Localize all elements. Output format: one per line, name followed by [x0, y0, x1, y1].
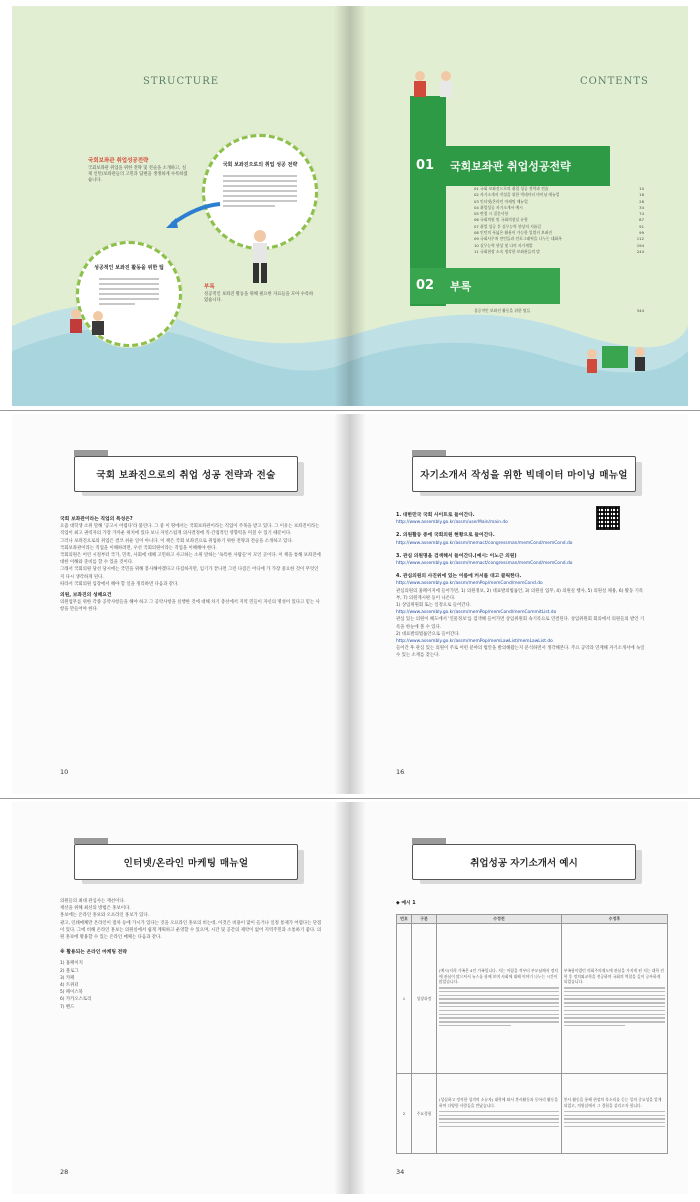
spread-strategy-bigdata — [12, 414, 688, 794]
people-figure-icon — [582, 336, 652, 381]
structure-header: STRUCTURE — [142, 76, 220, 87]
paragraph: 관심의원의 홈페이지에 들어가면, 1) 의원정보, 2) 대표발의법률안, 3) 의원실 업무, 4) 의원실 행사, 5) 의원실 채용, 6) 활동 기록부, 7) 의원게시판 등이 나온다. — [396, 588, 644, 601]
paragraph: 요즘 대학생 소위 말해 '공고시 어렵다'라 불린다. 그 중 이 땅에서는 국회보좌관이라는 직업이 주목을 받고 있다. 그 이유는 보좌진이라는 직업이 최고 권력자의 가장 가까운 위치에 있다 보니 자연스럽게 의사결정에 직·간접적인 영향력을 미칠 수 있기 때문이다. — [60, 524, 320, 537]
paragraph: 들어간 후 관심 있는 의원이 주로 어떤 분야의 법안을 발의해왔는지 분석하면서 생각해본다. 주요 공약과 연계해 자기소개서에 녹일 수 있는 소재를 찾는다. — [396, 646, 645, 659]
arrow-icon — [162, 196, 222, 236]
toc-item[interactable]: 09 국회사무처 인턴들과 인포그래픽을 나누는 대화록 112 — [474, 236, 644, 242]
step-heading: 1. 대한민국 국회 사이트로 들어간다. — [396, 513, 475, 518]
table-header: 수정전 — [437, 915, 562, 924]
people-figure-icon — [64, 306, 114, 346]
subheading: 의원, 보좌진의 성패요건 — [60, 593, 112, 599]
list-item: 4) 트위터 — [60, 983, 79, 989]
list-item: 6) 카카오스토리 — [60, 997, 92, 1003]
page-16 — [350, 414, 688, 794]
page-34 — [350, 802, 688, 1194]
spread-structure-contents — [12, 6, 688, 406]
page-number: 16 — [396, 768, 405, 776]
paragraph: 그러나 보좌진으로의 취업은 결코 쉬운 일이 아니다. 이 책은 국회 보좌진으로 취업하기 위한 전략과 전술을 소개하고 있다. — [60, 538, 293, 544]
page-number: 10 — [60, 768, 69, 776]
after-text: 부족함이었던 의회주의제도에 관심을 가지게 된 저는 대학 진학 후 정치외교학을 전공하며 국회의 역할을 깊이 공부하게 되었습니다. — [563, 968, 664, 985]
text-placeholder — [223, 175, 297, 210]
row-number: 2 — [397, 1074, 412, 1154]
sub-step: 1) 상임위원회 또는 일정으로 들어간다. — [396, 603, 472, 609]
people-figure-icon — [406, 66, 466, 106]
page-title: 국회 보좌진으로의 취업 성공 전략과 전술 — [74, 456, 298, 492]
step-heading: 2. 의원활동 중에 국회의원 현황으로 들어간다. — [396, 533, 495, 539]
paragraph: 그래서 국회의원 당선 당시에는 국민을 위해 봉사해야겠다고 다짐하지만, 임기가 끝나면 그런 다짐은 어디에 가 가장 중요한 것이 무엇인지 다시 생각하게 된다. — [60, 567, 319, 580]
table-header: 번호 — [397, 915, 412, 924]
before-text: (성실하고 정직한 성격의 소유자) 대학에 와서 봉사활동과 동아리 활동을 하며 다양한 사람들을 만났습니다. — [439, 1097, 558, 1108]
paragraph: 의원업무를 위한 각종 공약사항들을 해야 하고 그 공약사항을 실행한 것에 대해 차기 총선에서 지역 민들이 자신의 명성이 있다고 믿는 사항을 만들어야 한다. — [60, 600, 320, 613]
step-link[interactable]: http://www.assembly.go.kr/assm/memPop/memLawList/memLawList.do — [396, 639, 553, 645]
toc-item[interactable]: 03 인터넷/온라인 마케팅 매뉴얼 28 — [474, 198, 644, 204]
toc-item[interactable]: 02 자기소개서 작성을 위한 빅데이터 마이닝 매뉴얼 16 — [474, 192, 644, 198]
toc-appendix — [474, 308, 644, 314]
list-item: 7) 밴드 — [60, 1004, 75, 1010]
page-28 — [12, 802, 350, 1194]
list-item: 1) 홈페이지 — [60, 961, 83, 967]
toc-item[interactable]: 07 취업 성공 후 실무능력 향상의 지름길 91 — [474, 223, 644, 229]
step-link[interactable]: http://www.assembly.go.kr/assm/memact/congressman/memCond/memCond.do — [396, 561, 573, 567]
after-cell — [561, 1074, 667, 1154]
body-text — [60, 516, 322, 614]
toc-item[interactable]: 08 인턴의 폭넓은 활용이 가능한 입법지 보좌진 99 — [474, 230, 644, 236]
step-link[interactable]: http://www.assembly.go.kr/assm/memPop/memCond/memCommitList.do — [396, 610, 557, 616]
circle-bottom-title: 성공적인 보좌진 활동을 위한 팁 — [94, 265, 164, 271]
toc-item[interactable]: 04 취업성공 자기소개서 예시 34 — [474, 204, 644, 210]
step-heading: 3. 관심 의원명을 검색해서 들어간다.(예시: 이노근 의원) — [396, 553, 517, 559]
divider — [0, 798, 700, 799]
text-placeholder — [99, 278, 159, 308]
table-row — [397, 1074, 668, 1154]
sub-step: 2) 대표발의법률안으로 들어간다. — [396, 631, 460, 637]
page-title: 인터넷/온라인 마케팅 매뉴얼 — [74, 844, 298, 880]
body-text — [60, 898, 322, 1011]
section2-number: 02 — [416, 278, 435, 293]
text-placeholder — [564, 1111, 665, 1128]
paragraph: 국회의원은 어린 시절부터 국가, 민족, 사회에 대해 고민하고 사고하는 소위 말하는 '독특한 사람들'이 모인 곳이다. 이 책을 통해 보좌진에 대한 이해와 준비를 할 수 있을 것이다. — [60, 553, 321, 566]
step-link[interactable]: http://www.assembly.go.kr/assm/userMain/main.do — [396, 520, 508, 526]
before-cell — [437, 924, 562, 1074]
list-heading: ※ 활용되는 온라인 마케팅 전략 — [60, 950, 127, 956]
toc-item[interactable]: 05 면접 시 질문사항 74 — [474, 211, 644, 217]
spread-marketing-resume — [12, 802, 688, 1194]
list-item: 3) 카페 — [60, 975, 75, 981]
paragraph: 따라서 국회의원 입장에서 해야 할 일을 정리하면 다음과 같다. — [60, 581, 179, 587]
toc-item[interactable]: 01 국회 보좌진으로의 취업 성공 전략과 전술 10 — [474, 186, 644, 191]
table-header: 수정후 — [561, 915, 667, 924]
paragraph: 국회보좌관이라는 직업을 이해하려면, 우선 국회의원이라는 직업을 이해해야 한다. — [60, 545, 217, 551]
step-heading: 4. 관심의원의 사진위에 있는 이름에 커서를 대고 클릭한다. — [396, 574, 522, 580]
page-title: 자기소개서 작성을 위한 빅데이터 마이닝 매뉴얼 — [412, 456, 636, 492]
after-text: 봉사 활동을 통해 현장의 목소리를 듣는 일의 중요성을 알게 되었고, 의원실에서 그 경험을 살리고자 합니다. — [563, 1097, 662, 1108]
section1-title: 국회보좌관 취업성공전략 — [450, 160, 571, 173]
section2-title: 부록 — [450, 280, 472, 293]
contents-header: CONTENTS — [580, 76, 649, 87]
resume-table — [396, 914, 668, 1154]
before-text: (예시)저희 가족은 4인 가족입니다. 저는 어렸을 적부터 부모님께서 정치에 관심이 많으셔서 뉴스를 함께 보며 사회에 대해 이야기 나누는 시간이 많았습니다. — [439, 968, 558, 985]
text-placeholder — [564, 987, 665, 1026]
callout-red-label: 국회보좌관 취업성공전략 — [88, 158, 149, 164]
page-number: 28 — [60, 1168, 69, 1176]
text-placeholder — [439, 987, 559, 1026]
row-number: 1 — [397, 924, 412, 1074]
paragraph: 관심 있는 의원이 해도에서 '인물정보'를 검색해 들어가면 상임위원회 속기록으로 연결된다. 상임위원회 회의에서 의원들의 발언 기록을 한눈에 볼 수 있다. — [396, 617, 645, 630]
callout-text: 국회보좌관 취업을 위한 전략 및 전술을 소개하고, 실제 인턴/보좌관들의 고민과 답변을 생생하게 수록하였습니다. — [88, 166, 188, 183]
divider — [0, 410, 700, 411]
row-category: 성장과정 — [412, 924, 437, 1074]
page-number: 34 — [396, 1168, 405, 1176]
after-cell — [561, 924, 667, 1074]
section1-number: 01 — [416, 158, 435, 173]
table-row — [397, 924, 668, 1074]
page-10 — [12, 414, 350, 794]
list-item: 2) 블로그 — [60, 968, 79, 974]
step-link[interactable]: http://www.assembly.go.kr/assm/memact/congressman/memCond/memCond.do — [396, 540, 573, 546]
page-structure — [12, 6, 350, 406]
intro-line: 홍보에는 온라인 홍보와 오프라인 홍보가 있다. — [60, 913, 149, 919]
text-placeholder — [439, 1111, 559, 1128]
person-figure-icon — [240, 228, 280, 288]
list-item: 5) 페이스북 — [60, 990, 83, 996]
intro-line: 의원들의 최대 관심사는 재선이다. — [60, 899, 125, 904]
example-label: ◆ 예시 1 — [396, 901, 416, 906]
intro-line: 재선을 위해 최선의 방법은 홍보이다. — [60, 906, 131, 912]
circle-top-title: 국회 보좌진으로의 취업 성공 전략 — [222, 162, 298, 168]
table-header: 구분 — [412, 915, 437, 924]
page-contents — [350, 6, 688, 406]
before-cell — [437, 1074, 562, 1154]
toc-list — [474, 186, 644, 255]
section-heading: 국회 보좌관이라는 직업의 특성은? — [60, 517, 133, 522]
page-title: 취업성공 자기소개서 예시 — [412, 844, 636, 880]
body-text — [396, 512, 646, 660]
toc-item[interactable]: 10 실무능력 향상 및 나의 자기계발 194 — [474, 242, 644, 248]
toc-item[interactable]: 성공적인 보좌진 활동을 위한 팁들 344 — [474, 308, 644, 313]
row-category: 주요경험 — [412, 1074, 437, 1154]
appendix-red-label: 부록 — [204, 284, 215, 290]
toc-item[interactable]: 11 국회현장 소속 생각한 보좌관들의 말 244 — [474, 248, 644, 254]
toc-item[interactable]: 06 국회의원 및 국회의장실 유형 87 — [474, 217, 644, 223]
appendix-text: 성공적인 보좌진 활동을 위해 필요한 자료들을 모아 수록하였습니다. — [204, 292, 314, 303]
paragraph: 광고, 인쇄매체만 온라인이 점차 등에 가시가 있다는 것을 오프라인 홍보의 비는데, 이것은 비용이 많이 들거나 일정 통제가 어렵다는 단점이 있다. 그에 비해 온라인 홍보는 의원실에서 쉽게 계획하고 운영할 수 있으며, 시간 및 공간의 제약이 없어 지역주민과 소통하기 좋다. 의원 홍보에 활용할 수 있는 온라인 매체는 다음과 같다. — [60, 920, 322, 941]
step-link[interactable]: http://www.assembly.go.kr/assm/memPop/memCond/memCond.do — [396, 581, 543, 587]
